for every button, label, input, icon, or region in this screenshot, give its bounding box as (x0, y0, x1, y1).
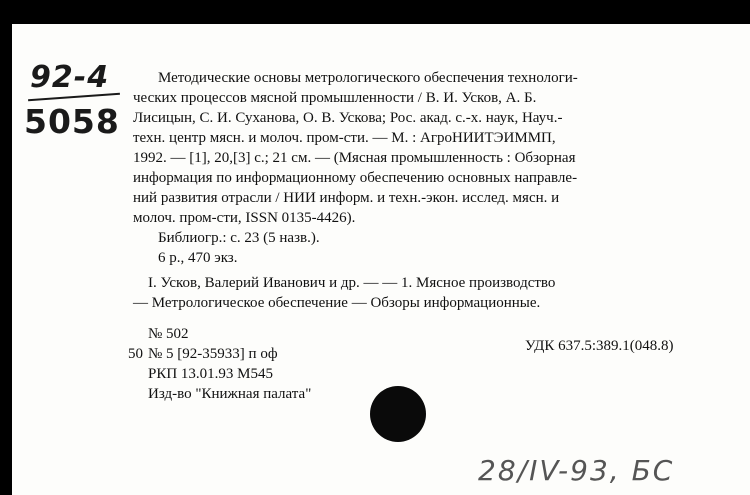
publisher-line: Изд-во "Книжная палата" (148, 386, 312, 402)
authors-line: I. Усков, Валерий Иванович и др. — — 1. Мясное производство (148, 275, 556, 291)
rkp-line: РКП 13.01.93 М545 (148, 366, 274, 382)
catalog-card (12, 24, 750, 495)
body-line-3: Лисицын, С. И. Суханова, О. В. Ускова; Рос. акад. с.-х. наук, Науч.- (133, 110, 563, 126)
price-line: 6 р., 470 экз. (158, 250, 238, 266)
body-line-7: ний развития отрасли / НИИ информ. и техн.-экон. исслед. мясн. и (133, 190, 560, 206)
bibliography-line: Библиогр.: с. 23 (5 назв.). (158, 230, 320, 246)
body-line-5: 1992. — [1], 20,[3] с.; 21 см. — (Мясная промышленность : Обзорная (133, 150, 576, 166)
shelf-mark-top: 92-4 (30, 60, 110, 95)
body-line-6: информация по информационному обеспечению основных направле- (133, 170, 578, 186)
body-line-1: Методические основы метрологического обеспечения технологи- (158, 70, 578, 86)
issue-line: № 5 [92-35933] п оф (148, 346, 278, 362)
subjects-line: — Метрологическое обеспечение — Обзоры информационные. (133, 295, 541, 311)
body-line-2: ческих процессов мясной промышленности / В. И. Усков, А. Б. (133, 90, 537, 106)
handwritten-date-note: 28/IV-93, БС (478, 454, 675, 487)
record-number: № 502 (148, 326, 189, 342)
body-line-4: техн. центр мясн. и молоч. пром-сти. — М. : АгроНИИТЭИММП, (133, 130, 556, 146)
shelf-mark-bottom: 5058 (24, 102, 120, 141)
number-prefix: 50 (128, 346, 143, 362)
body-line-8: молоч. пром-сти, ISSN 0135-4426). (133, 210, 356, 226)
punch-hole (370, 386, 426, 442)
udc-code: УДК 637.5:389.1(048.8) (525, 338, 674, 354)
